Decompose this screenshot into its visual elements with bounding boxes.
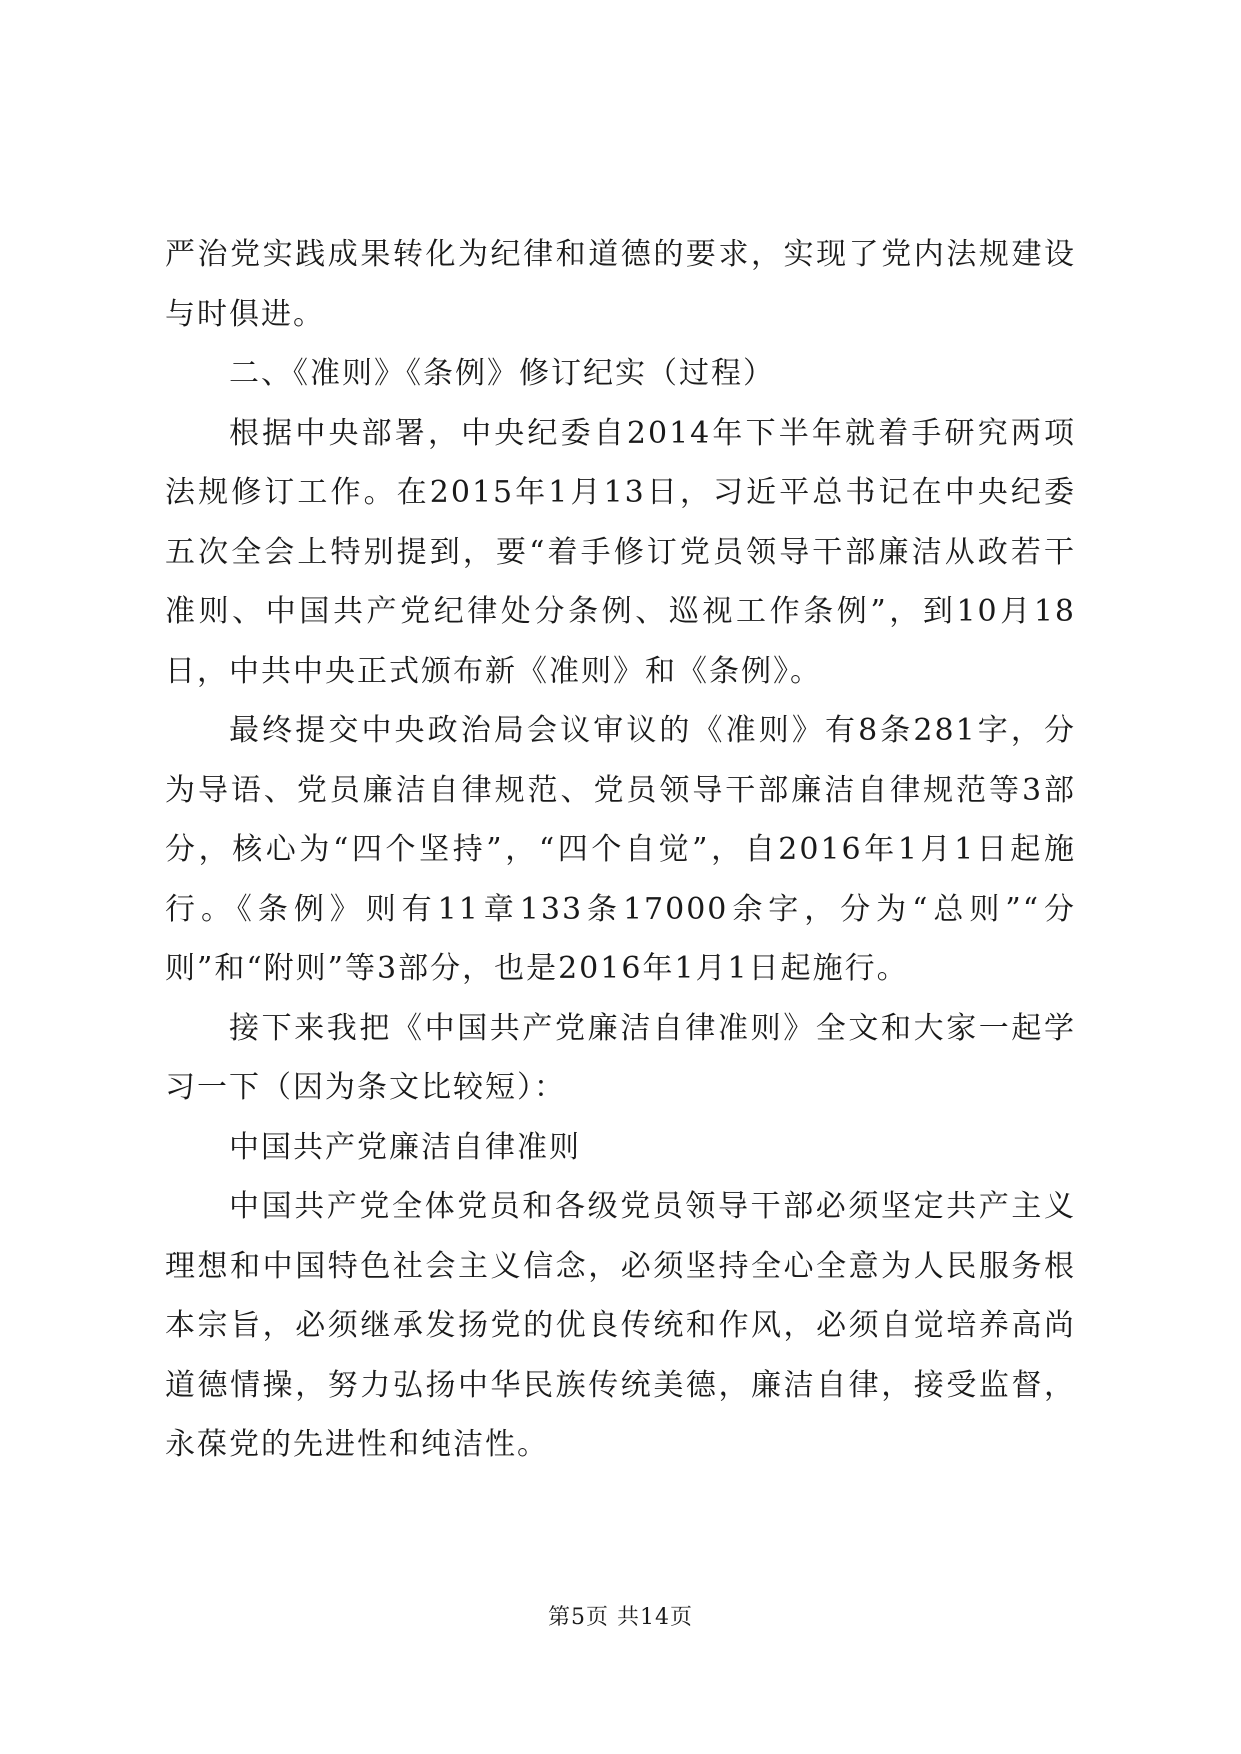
paragraph-study-intro: 接下来我把《中国共产党廉洁自律准则》全文和大家一起学习一下（因为条文比较短）： — [165, 1010, 1076, 1105]
document-body — [165, 225, 1076, 1475]
regulation-title: 中国共产党廉洁自律准则 — [229, 1129, 581, 1165]
paragraph-continuation: 严治党实践成果转化为纪律和道德的要求，实现了党内法规建设与时俱进。 — [165, 237, 1076, 332]
page-number-footer: 第5页 共14页 — [548, 1605, 693, 1630]
paragraph-revision-process: 根据中央部署，中央纪委自2014年下半年就着手研究两项法规修订工作。在2015年1月13日，习近平总书记在中央纪委五次全会上特别提到，要“着手修订党员领导干部廉洁从政若干准则、中国共产党纪律处分条例、巡视工作条例”，到10月18日，中共中央正式颁布新《准则》和《条例》。 — [165, 415, 1076, 689]
paragraph-regulation-preamble: 中国共产党全体党员和各级党员领导干部必须坚定共产主义理想和中国特色社会主义信念，必须坚持全心全意为人民服务根本宗旨，必须继承发扬党的优良传统和作风，必须自觉培养高尚道德情操，努力弘扬中华民族传统美德，廉洁自律，接受监督，永葆党的先进性和纯洁性。 — [165, 1189, 1076, 1462]
paragraph-final-submission: 最终提交中央政治局会议审议的《准则》有8条281字，分为导语、党员廉洁自律规范、党员领导干部廉洁自律规范等3部分，核心为“四个坚持”，“四个自觉”，自2016年1月1日起施行。《条例》则有11章133条17000余字，分为“总则”“分则”和“附则”等3部分，也是2016年1月1日起施行。 — [165, 713, 1076, 986]
section-heading: 二、《准则》《条例》修订纪实（过程） — [229, 356, 775, 391]
